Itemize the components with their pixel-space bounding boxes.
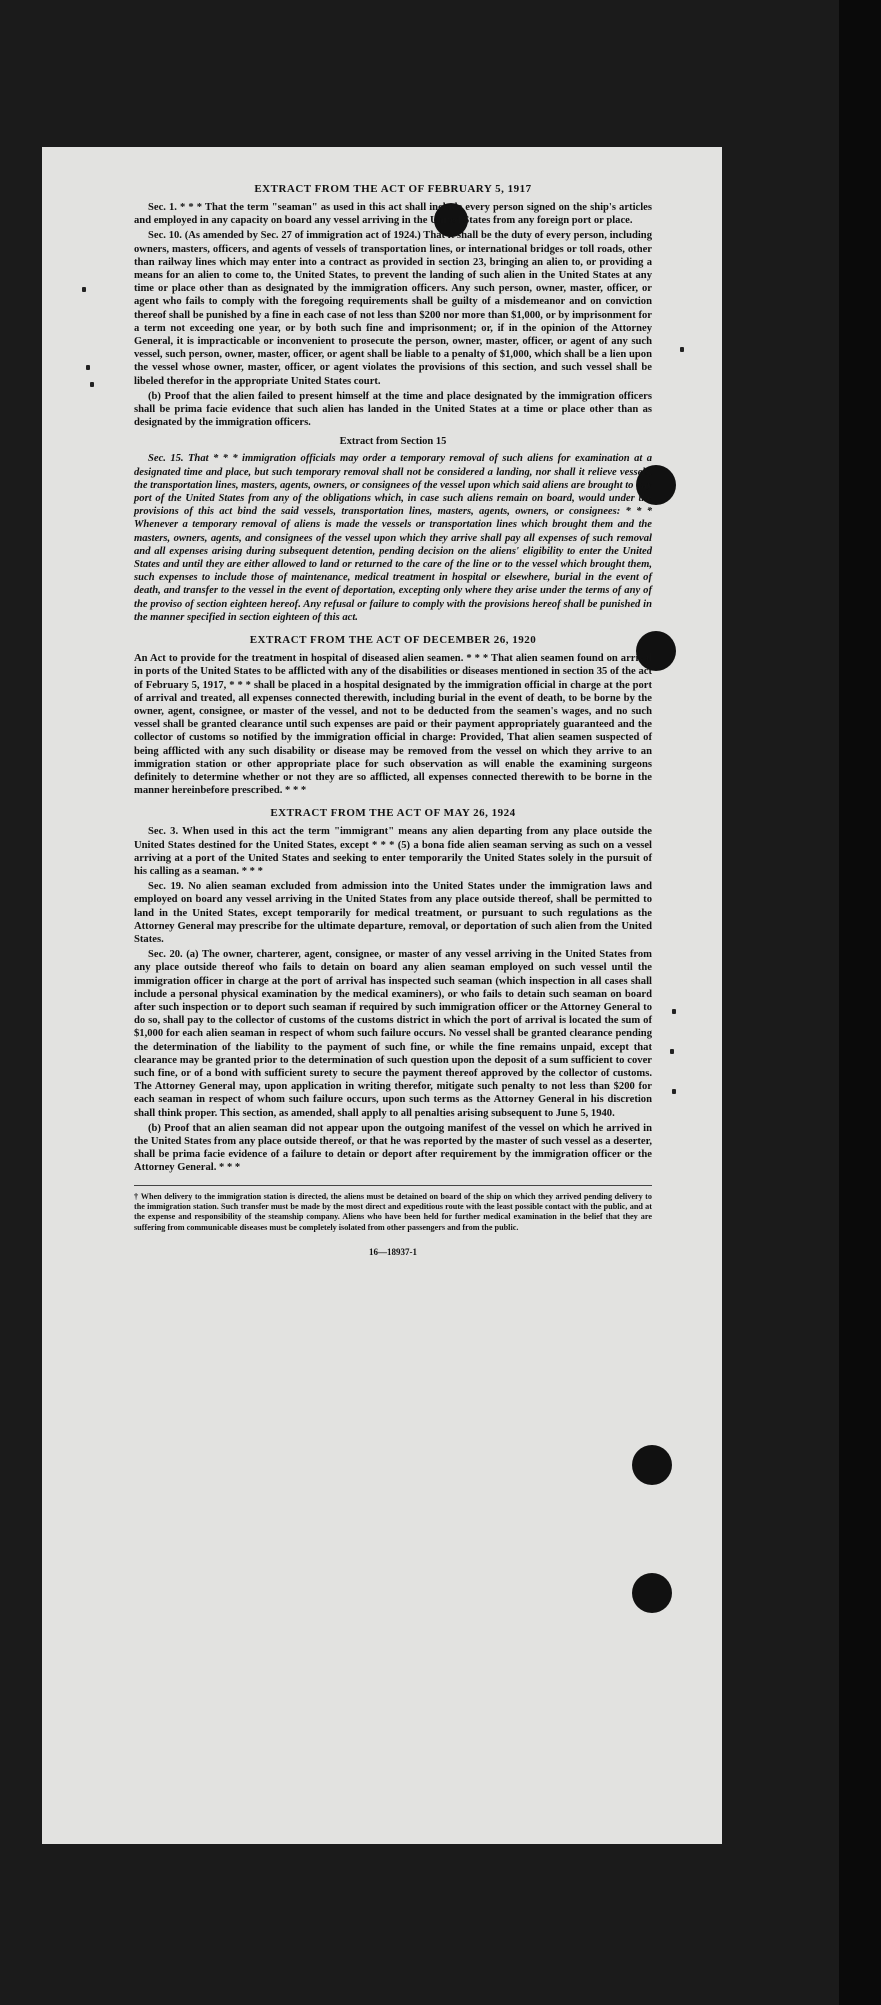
margin-mark (86, 365, 90, 370)
paragraph: (b) Proof that an alien seaman did not appear upon the outgoing manifest of the vessel on which he arrived in the United States from any place outside thereof, or that he was reported by the master of such vessel as a deserter, shall be prima facie evidence of a failure to detain or deport after requirement by the immigration officer or the Attorney General. * * * (134, 1122, 652, 1174)
paragraph: Sec. 15. That * * * immigration officials may order a temporary removal of such aliens for examination at a designated time and place, but such temporary removal shall not be considered a landing, nor shall it relieve vessels, the transportation lines, masters, agents, owners, or consignees of the vessel upon which said aliens are brought to any port of the United States from any of the obligations which, in case such aliens remain on board, would under the provisions of this act bind the said vessels, transportation lines, masters, agents, owners, or consignees: * * * Whenever a temporary removal of aliens is made the vessels or transportation lines which brought them and the masters, owners, agents, and consignees of the vessel upon which they arrive shall pay all expenses of such removal and all expenses arising during subsequent detention, pending decision on the aliens' eligibility to enter the United States and until they are either allowed to land or returned to the care of the line or to the vessel which brought them, such expenses to include those of maintenance, medical treatment in hospital or elsewhere, burial in the event of death, and transfer to the vessel in the event of deportation, excepting only where they arise under the terms of any of the proviso of section eighteen hereof. Any refusal or failure to comply with the provisions hereof shall be punished in the manner specified in section eighteen of this act. (134, 453, 652, 623)
section-heading: EXTRACT FROM THE ACT OF DECEMBER 26, 1920 (249, 634, 537, 647)
section-subheading: Extract from Section 15 (339, 436, 447, 448)
scan-dark-edge (839, 0, 881, 2005)
paragraph: Sec. 3. When used in this act the term "immigrant" means any alien departing from any place outside the United States destined for the United States, except * * * (5) a bona fide alien seaman serving as such on a vessel arriving at a port of the United States and seeking to enter temporarily the United States solely in the pursuit of his calling as a seaman. * * * (134, 826, 652, 877)
document-page (42, 147, 722, 1844)
paragraph: Sec. 19. No alien seaman excluded from admission into the United States under the immigration laws and employed on board any vessel arriving in the United States from any place outside thereof, shall be permitted to land in the United States, except temporarily for medical treatment, or pursuant to such regulations as the Attorney General may prescribe for the ultimate departure, removal, or deportation of such alien from the United States. (134, 881, 652, 945)
punch-hole-lower-right (632, 1445, 672, 1485)
margin-mark (90, 382, 94, 387)
section-heading: EXTRACT FROM THE ACT OF FEBRUARY 5, 1917 (254, 183, 532, 195)
paragraph: An Act to provide for the treatment in hospital of diseased alien seamen. * * * That alien seamen found on arrival in ports of the United States to be afflicted with any of the disabilities or diseases mentioned in section 35 of the act of February 5, 1917, * * * shall be placed in a hospital designated by the immigration official in charge at the port of arrival and treated, all expenses connected therewith, including burial in the event of death, to be borne by the owner, agent, consignee, or master of the vessel, and not to be deducted from the seamen's wages, and no such vessel shall be granted clearance until such expenses are paid or their payment appropriately guaranteed and the collector of customs so notified by the immigration official in charge: Provided, That alien seamen suspected of being afflicted with any such disability or disease may be removed from the vessel on which they arrive to an immigration station or other appropriate place for such observation as will enable the examining surgeons definitely to determine whether or not they are so afflicted, all expenses connected therewith to be borne in the manner hereinbefore prescribed. * * * (134, 653, 652, 797)
paragraph: Sec. 10. (As amended by Sec. 27 of immigration act of 1924.) That it shall be the duty of every person, including owners, masters, officers, and agents of vessels of transportation lines, or international bridges or toll roads, other than railway lines which may enter into a contract as provided in section 23, bringing an alien to, or providing a means for an alien to come to, the United States, to prevent the landing of such alien in the United States at any time or place other than as designated by the immigration officers. Any such person, owner, master, officer, or agent who fails to comply with the foregoing requirements shall be guilty of a misdemeanor and on conviction thereof shall be punished by a fine in each case of not less than $200 nor more than $1,000, or by imprisonment for a term not exceeding one year, or by both such fine and imprisonment; or, if in the opinion of the Attorney General, it is impracticable or inconvenient to prosecute the person, owner, master, officer, or agent of any such vessel, such person, owner, master, officer, or agent shall be liable to a penalty of $1,000, which shall be a lien upon the vessel whose owner, master, officer, or agent violates the provisions of this section, and such vessel shall be libeled therefor in the appropriate United States court. (134, 230, 652, 387)
punch-hole-bottom-right (632, 1573, 672, 1613)
margin-mark (680, 347, 684, 352)
section-heading: EXTRACT FROM THE ACT OF MAY 26, 1924 (270, 807, 516, 820)
margin-mark (672, 1089, 676, 1094)
margin-mark (82, 287, 86, 292)
document-body (134, 183, 652, 1257)
paragraph: (b) Proof that the alien failed to present himself at the time and place designated by the immigration officers shall be prima facie evidence that such alien has landed in the United States at a time or place other than as designated by the immigration officers. (134, 390, 652, 429)
paragraph: Sec. 1. * * * That the term "seaman" as used in this act shall include every person signed on the ship's articles and employed in any capacity on board any vessel arriving in the United States from any foreign port or place. (134, 202, 652, 227)
paragraph: Sec. 20. (a) The owner, charterer, agent, consignee, or master of any vessel arriving in the United States from any place outside thereof who fails to detain on board any alien seaman employed on such vessel until the immigration officer in charge at the port of arrival has inspected such seaman (which inspection in all cases shall include a personal physical examination by the medical examiners), or who fails to detain such seaman on board after such inspection or to deport such seaman if required by such immigration officer or the Attorney General to do so, shall pay to the collector of customs of the customs district in which the port of arrival is located the sum of $1,000 for each alien seaman in respect of whom such failure occurs. No vessel shall be granted clearance pending the determination of the liability to the payment of such fine, or while the fine remains unpaid, except that clearance may be granted prior to the determination of such question upon the deposit of a sum sufficient to cover such fine, or of a bond with sufficient surety to secure the payment thereof approved by the collector of customs. The Attorney General may, upon application in writing therefor, mitigate such penalty to not less than $200 for each seaman in respect of whom such failure occurs, upon such terms as the Attorney General in his discretion shall think proper. This section, as amended, shall apply to all penalties arising subsequent to June 5, 1940. (134, 949, 652, 1119)
margin-mark (670, 1049, 674, 1054)
footnote: † When delivery to the immigration station is directed, the aliens must be detained on board of the ship on which they arrived pending delivery to the immigration station. Such transfer must be made by the most direct and expeditious route with the least possible contact with the public, and at the expense and responsibility of the steamship company. Aliens who have been held for further medical examination in the belief that they are suffering from communicable diseases must be completely isolated from other passengers and from the public. (134, 1185, 652, 1234)
form-number: 16—18937-1 (369, 1247, 417, 1258)
margin-mark (672, 1009, 676, 1014)
